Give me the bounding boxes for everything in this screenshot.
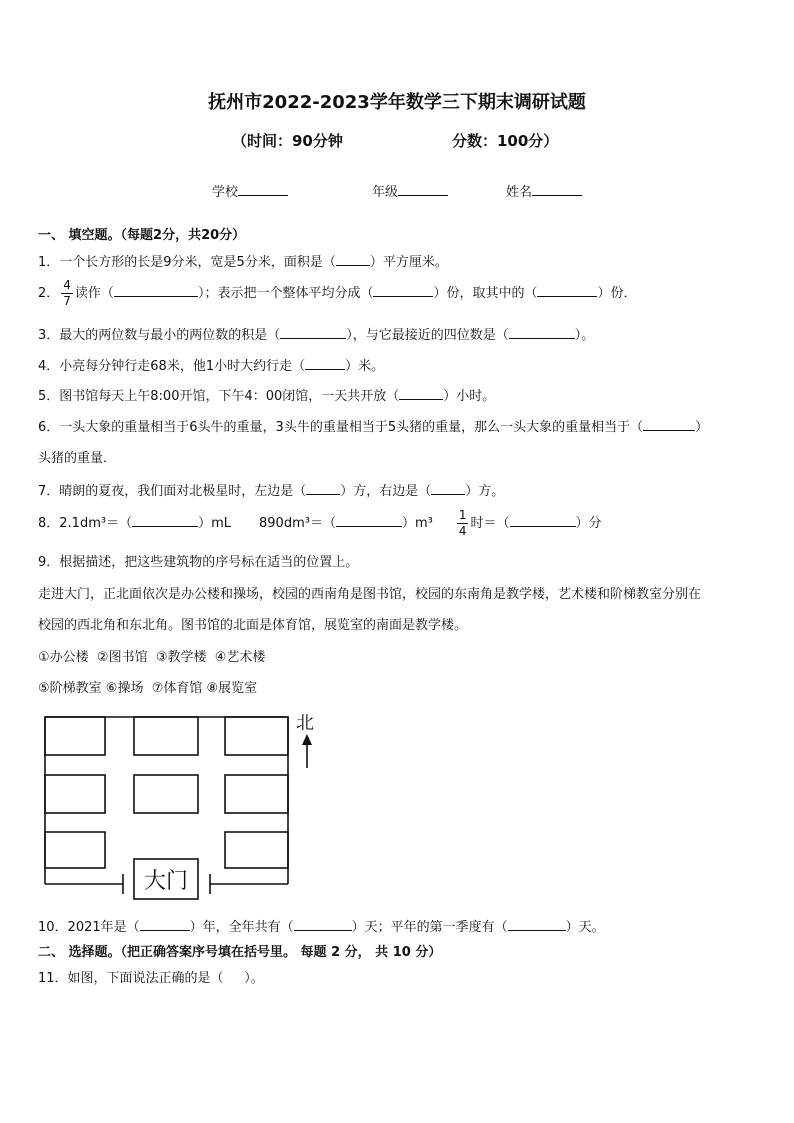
question-1: 1．一个长方形的长是9分米，宽是5分米，面积是（ ）平方厘米。 bbox=[38, 255, 448, 270]
map-block-nw bbox=[45, 717, 105, 755]
score-info: 分数：100分） bbox=[452, 132, 559, 150]
question-2: 2． $\frac{4}{7}$ 读作（ ）；表示把一个整体平均分成（ ）份，取其中的（ ）份． bbox=[38, 278, 637, 308]
question-8: 8．2.1dm³＝（ ）mL 890dm³＝（ ）m³ $\frac{1}{4}$ 时＝（ ）分 bbox=[38, 508, 602, 538]
section-heading-fill-in: 一、 填空题。（每题2分，共20分） bbox=[38, 228, 246, 243]
question-5: 5．图书馆每天上午8:00开馆，下午4：00闭馆，一天共开放（ ）小时。 bbox=[38, 389, 496, 404]
question-9-paragraph-2: 校园的西北角和东北角。图书馆的北面是体育馆，展览室的南面是教学楼。 bbox=[38, 618, 468, 633]
question-7: 7．晴朗的夏夜，我们面对北极星时，左边是（ ）方，右边是（ ）方。 bbox=[38, 484, 505, 499]
grade-field: 年级 bbox=[372, 181, 448, 200]
map-block-n bbox=[134, 717, 198, 755]
question-9-paragraph-1: 走进大门，正北面依次是办公楼和操场，校园的西南角是图书馆，校园的东南角是教学楼，艺术楼和阶梯教室分别在 bbox=[38, 587, 702, 602]
name-field: 姓名 bbox=[506, 181, 582, 200]
campus-map bbox=[38, 712, 338, 902]
map-block-e bbox=[225, 775, 288, 813]
time-info: （时间：90分钟 bbox=[232, 132, 343, 150]
question-11: 11．如图，下面说法正确的是（ ）。 bbox=[38, 971, 264, 986]
map-block-se bbox=[225, 832, 288, 868]
school-field: 学校 bbox=[212, 181, 288, 200]
building-list-2: ⑤阶梯教室 ⑥操场 ⑦体育馆 ⑧展览室 bbox=[38, 681, 258, 696]
section-heading-choice: 二、 选择题。（把正确答案序号填在括号里。 每题 2 分， 共 10 分） bbox=[38, 945, 442, 960]
question-3: 3．最大的两位数与最小的两位数的积是（ ），与它最接近的四位数是（ ）。 bbox=[38, 328, 595, 343]
question-10: 10．2021年是（ ）年，全年共有（ ）天；平年的第一季度有（ ）天。 bbox=[38, 920, 605, 935]
question-4: 4．小亮每分钟行走68米，他1小时大约行走（ ）米。 bbox=[38, 359, 385, 374]
building-list-1: ①办公楼 ②图书馆 ③教学楼 ④艺术楼 bbox=[38, 650, 266, 665]
fraction-4-7: $\frac{4}{7}$ bbox=[63, 278, 71, 308]
question-6-continued: 头猪的重量． bbox=[38, 451, 117, 466]
map-block-sw bbox=[45, 832, 105, 868]
north-label: 北 bbox=[296, 713, 314, 734]
map-block-w bbox=[45, 775, 105, 813]
north-arrow-icon bbox=[302, 734, 312, 745]
question-6: 6．一头大象的重量相当于6头牛的重量，3头牛的重量相当于5头猪的重量，那么一头大象的重量相当于（ ） bbox=[38, 420, 709, 435]
question-9: 9．根据描述，把这些建筑物的序号标在适当的位置上。 bbox=[38, 555, 359, 570]
gate-label: 大门 bbox=[143, 869, 189, 894]
map-block-ne bbox=[225, 717, 288, 755]
page-title: 抚州市2022-2023学年数学三下期末调研试题 bbox=[208, 92, 586, 113]
map-block-center bbox=[134, 775, 198, 813]
fraction-1-4: $\frac{1}{4}$ bbox=[458, 508, 467, 538]
